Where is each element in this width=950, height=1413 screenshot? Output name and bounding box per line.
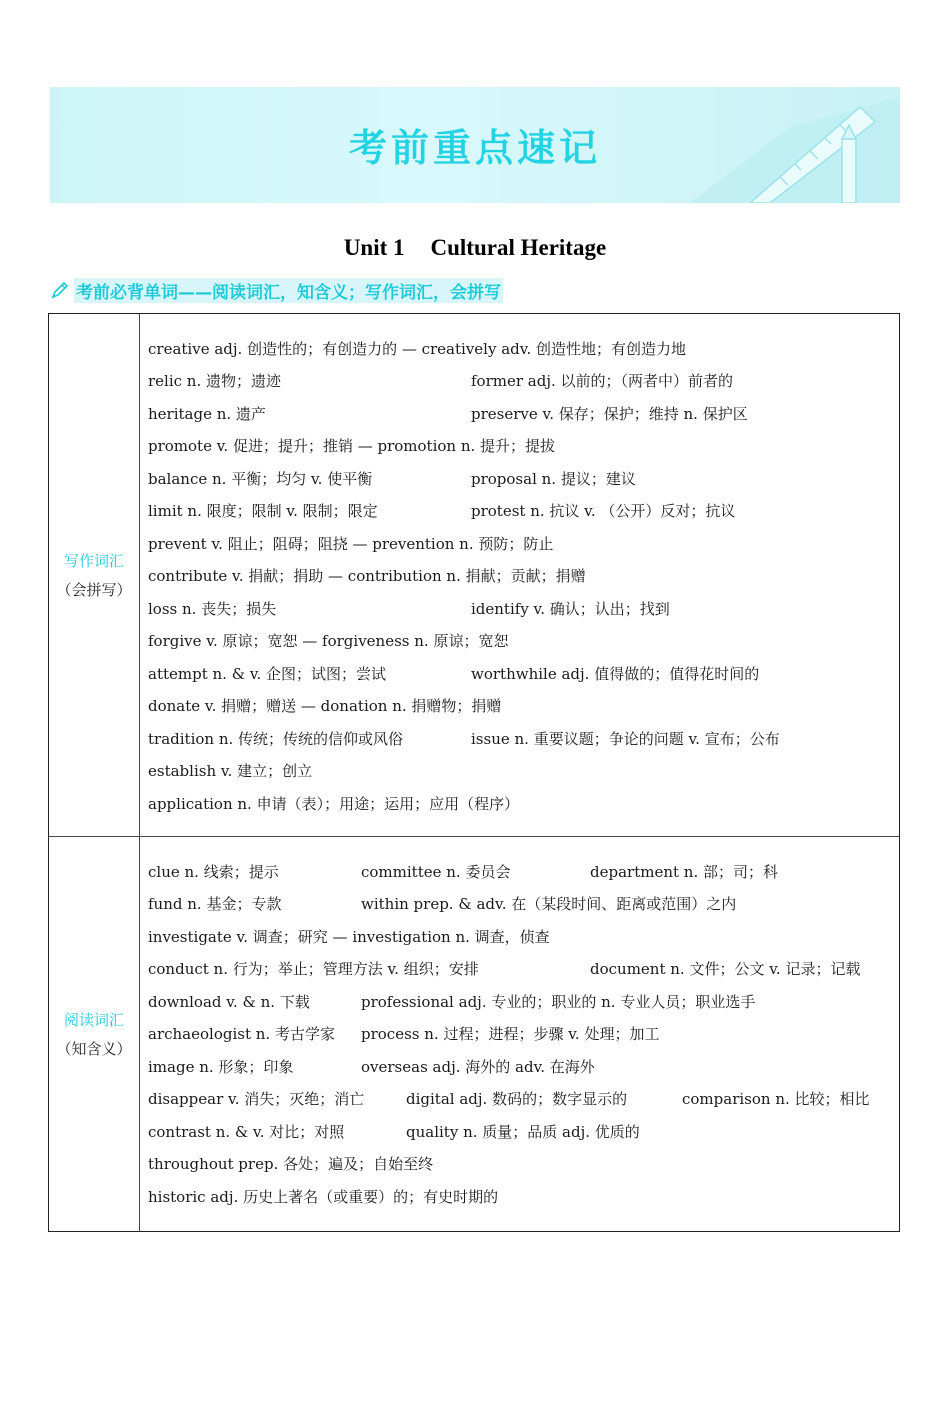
vocab-entry: establish v. 建立；创立 [148,762,313,780]
vocab-entry: worthwhile adj. 值得做的；值得花时间的 [471,665,760,683]
reading-sublabel: （知含义） [56,1040,132,1058]
writing-sublabel: （会拼写） [56,581,132,599]
banner-title: 考前重点速记 [348,126,601,170]
vocab-entry: department n. 部；司；科 [590,863,778,881]
vocab-entry: historic adj. 历史上著名（或重要）的；有史时期的 [148,1188,499,1206]
vocab-entry: clue n. 线索；提示 [148,863,279,881]
vocab-entry: creative adj. 创造性的；有创造力的 — creatively adv. 创造性地；有创造力地 [148,340,686,358]
vocab-entry: limit n. 限度；限制 v. 限制；限定 [148,502,378,520]
reading-label: 阅读词汇 [63,1011,124,1029]
vocab-entry: professional adj. 专业的；职业的 n. 专业人员；职业选手 [361,993,756,1011]
vocab-entry: contribute v. 捐献；捐助 — contribution n. 捐献；贡献；捐赠 [148,567,586,585]
unit-name: Cultural Heritage [430,235,607,260]
vocab-entry: prevent v. 阻止；阻碍；阻挠 — prevention n. 预防；防止 [148,535,554,553]
vocab-entry: promote v. 促进；提升；推销 — promotion n. 提升；提拔 [148,437,556,455]
vocab-entry: investigate v. 调查；研究 — investigation n. 调查，侦查 [148,928,550,946]
section-heading-text: 考前必背单词——阅读词汇，知含义；写作词汇，会拼写 [74,278,503,303]
ruler-pencil-decoration-icon [670,87,900,203]
vocabulary-table [48,313,900,1232]
writing-label: 写作词汇 [63,552,124,570]
vocab-entry: contrast n. & v. 对比；对照 [148,1123,345,1141]
vocab-entry: identify v. 确认；认出；找到 [471,600,670,618]
section-heading [50,278,503,302]
vocab-entry: digital adj. 数码的；数字显示的 [406,1090,628,1108]
vocab-entry: forgive v. 原谅；宽恕 — forgiveness n. 原谅；宽恕 [148,632,509,650]
reading-vocab-list [140,836,899,1232]
vocab-entry: proposal n. 提议；建议 [471,470,636,488]
writing-label-cell [49,314,140,836]
unit-title [0,235,950,261]
vocab-entry: overseas adj. 海外的 adv. 在海外 [361,1058,595,1076]
vocab-entry: preserve v. 保存；保护；维持 n. 保护区 [471,405,748,423]
vocab-entry: comparison n. 比较；相比 [682,1090,870,1108]
vocab-entry: quality n. 质量；品质 adj. 优质的 [406,1123,640,1141]
vocab-entry: balance n. 平衡；均匀 v. 使平衡 [148,470,373,488]
vocab-entry: disappear v. 消失；灭绝；消亡 [148,1090,365,1108]
vocab-entry: image n. 形象；印象 [148,1058,294,1076]
vocab-entry: tradition n. 传统；传统的信仰或风俗 [148,730,404,748]
vocab-entry: application n. 申请（表）；用途；运用；应用（程序） [148,795,520,813]
vocab-entry: former adj. 以前的；（两者中）前者的 [471,372,734,390]
reading-vocab-row [49,836,899,1232]
writing-vocab-list [140,314,899,836]
vocab-entry: donate v. 捐赠；赠送 — donation n. 捐赠物；捐赠 [148,697,502,715]
unit-number: Unit 1 [343,235,405,260]
vocab-entry: loss n. 丧失；损失 [148,600,277,618]
vocab-entry: archaeologist n. 考古学家 [148,1025,335,1043]
vocab-entry: relic n. 遗物；遗迹 [148,372,282,390]
vocab-entry: within prep. & adv. 在（某段时间、距离或范围）之内 [361,895,737,913]
vocab-entry: fund n. 基金；专款 [148,895,282,913]
vocab-entry: download v. & n. 下载 [148,993,310,1011]
vocab-entry: conduct n. 行为；举止；管理方法 v. 组织；安排 [148,960,479,978]
writing-vocab-row [49,314,899,837]
reading-label-cell [49,836,140,1232]
vocab-entry: document n. 文件；公文 v. 记录；记载 [590,960,861,978]
vocab-entry: attempt n. & v. 企图；试图；尝试 [148,665,387,683]
vocab-entry: throughout prep. 各处；遍及；自始至终 [148,1155,434,1173]
vocab-entry: heritage n. 遗产 [148,405,266,423]
pencil-icon [50,280,70,300]
vocab-entry: committee n. 委员会 [361,863,511,881]
header-banner [50,87,900,203]
vocab-entry: process n. 过程；进程；步骤 v. 处理；加工 [361,1025,660,1043]
vocab-entry: issue n. 重要议题；争论的问题 v. 宣布；公布 [471,730,780,748]
vocab-entry: protest n. 抗议 v. （公开）反对；抗议 [471,502,736,520]
